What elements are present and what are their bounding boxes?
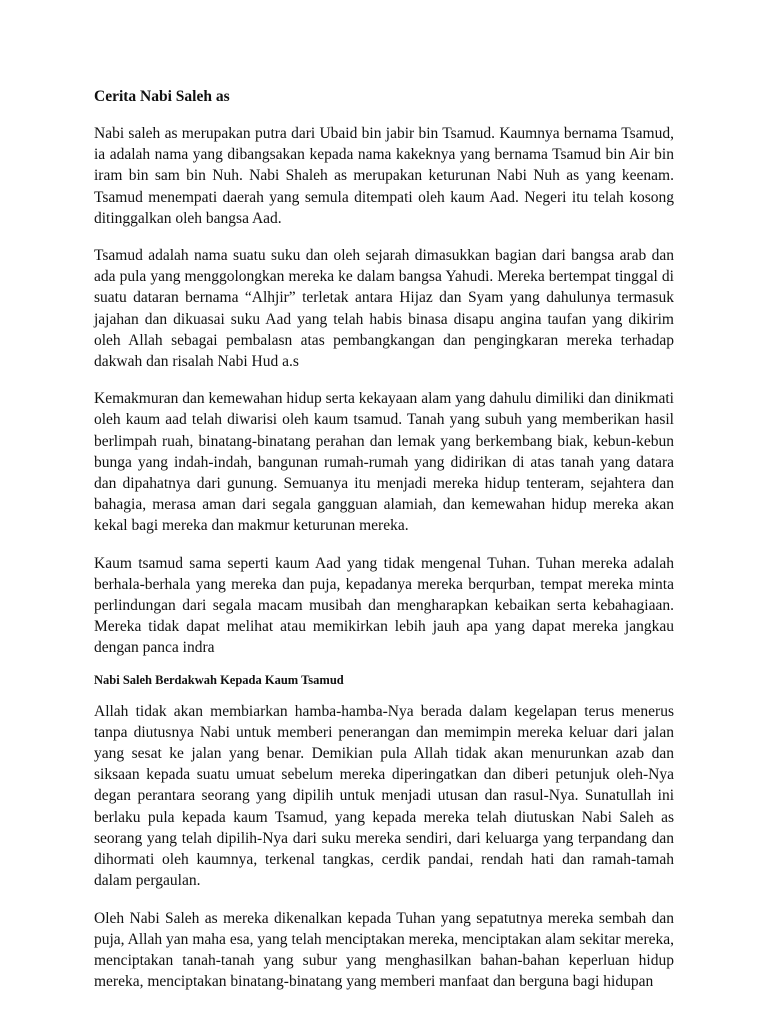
section-heading: Nabi Saleh Berdakwah Kepada Kaum Tsamud xyxy=(94,672,344,687)
paragraph-tribe-origin: Tsamud adalah nama suatu suku dan oleh sejarah dimasukkan bagian dari bangsa arab dan ada pula yang menggolongkan mereka ke dalam bangsa Yahudi. Mereka bertempat tinggal di suatu dataran bernama “Alhjir” terletak antara Hijaz dan Syam yang dahulunya termasuk jajahan dan dikuasai suku Aad yang telah habis binasa disapu angina taufan yang dikirim oleh Allah sebagai pembalasn atas pembangkangan dan pengingkaran mereka terhadap dakwah dan risalah Nabi Hud a.s xyxy=(94,247,674,371)
paragraph-idolatry: Kaum tsamud sama seperti kaum Aad yang tidak mengenal Tuhan. Tuhan mereka adalah berhala-berhala yang mereka dan puja, kepadanya mereka berqurban, tempat mereka minta perlindungan dari segala macam musibah dan mengharapkan kebaikan serta kebahagiaan. Mereka tidak dapat melihat atau memikirkan lebih jauh apa yang dapat mereka jangkau dengan panca indra xyxy=(94,554,674,657)
paragraph-prosperity: Kemakmuran dan kemewahan hidup serta kekayaan alam yang dahulu dimiliki dan dinikmati oleh kaum aad telah diwarisi oleh kaum tsamud. Tanah yang subuh yang memberikan hasil berlimpah ruah, binatang-binatang perahan dan lemak yang berkembang biak, kebun-kebun bunga yang indah-indah, bangunan rumah-rumah yang didirikan di atas tanah yang datara dan dipahatnya dari gunung. Semuanya itu menjadi mereka hidup tenteram, sejahtera dan bahagia, merasa aman dari segala gangguan alamiah, dan kemewahan hidup mereka akan kekal bagi mereka dan makmur keturunan mereka. xyxy=(94,390,674,535)
paragraph-introducing-god: Oleh Nabi Saleh as mereka dikenalkan kepada Tuhan yang sepatutnya mereka sembah dan puja, Allah yan maha esa, yang telah menciptakan mereka, menciptakan alam sekitar mereka, menciptakan tanah-tanah yang subur yang menghasilkan bahan-bahan keperluan hidup mereka, menciptakan binatang-binatang yang memberi manfaat dan berguna bagi hidupan xyxy=(94,909,674,991)
paragraph-lineage: Nabi saleh as merupakan putra dari Ubaid bin jabir bin Tsamud. Kaumnya bernama Tsamud, ia adalah nama yang dibangsakan kepada nama kakeknya yang bernama Tsamud bin Air bin iram bin sam bin Nuh. Nabi Shaleh as merupakan keturunan Nabi Nuh as yang keenam. Tsamud menempati daerah yang semula ditempati oleh kaum Aad. Negeri itu telah kosong ditinggalkan oleh bangsa Aad. xyxy=(94,125,674,227)
document-title: Cerita Nabi Saleh as xyxy=(94,88,230,105)
document-page xyxy=(94,86,674,1008)
paragraph-prophet-sent: Allah tidak akan membiarkan hamba-hamba-Nya berada dalam kegelapan terus menerus tanpa diutusnya Nabi untuk memberi penerangan dan memimpin mereka keluar dari jalan yang sesat ke jalan yang benar. Demikian pula Allah tidak akan menurunkan azab dan siksaan kepada suatu umuat sebelum mereka diperingatkan dan diberi petunjuk oleh-Nya degan perantara seorang yang dipilih untuk menjadi utusan dan rasul-Nya. Sunatullah ini berlaku pula kepada kaum Tsamud, yang kepada mereka telah diutuskan Nabi Saleh as seorang yang telah dipilih-Nya dari suku mereka sendiri, dari keluarga yang terpandang dan dihormati oleh kaumnya, terkenal tangkas, cerdik pandai, rendah hati dan ramah-tamah dalam pergaulan. xyxy=(94,702,674,890)
